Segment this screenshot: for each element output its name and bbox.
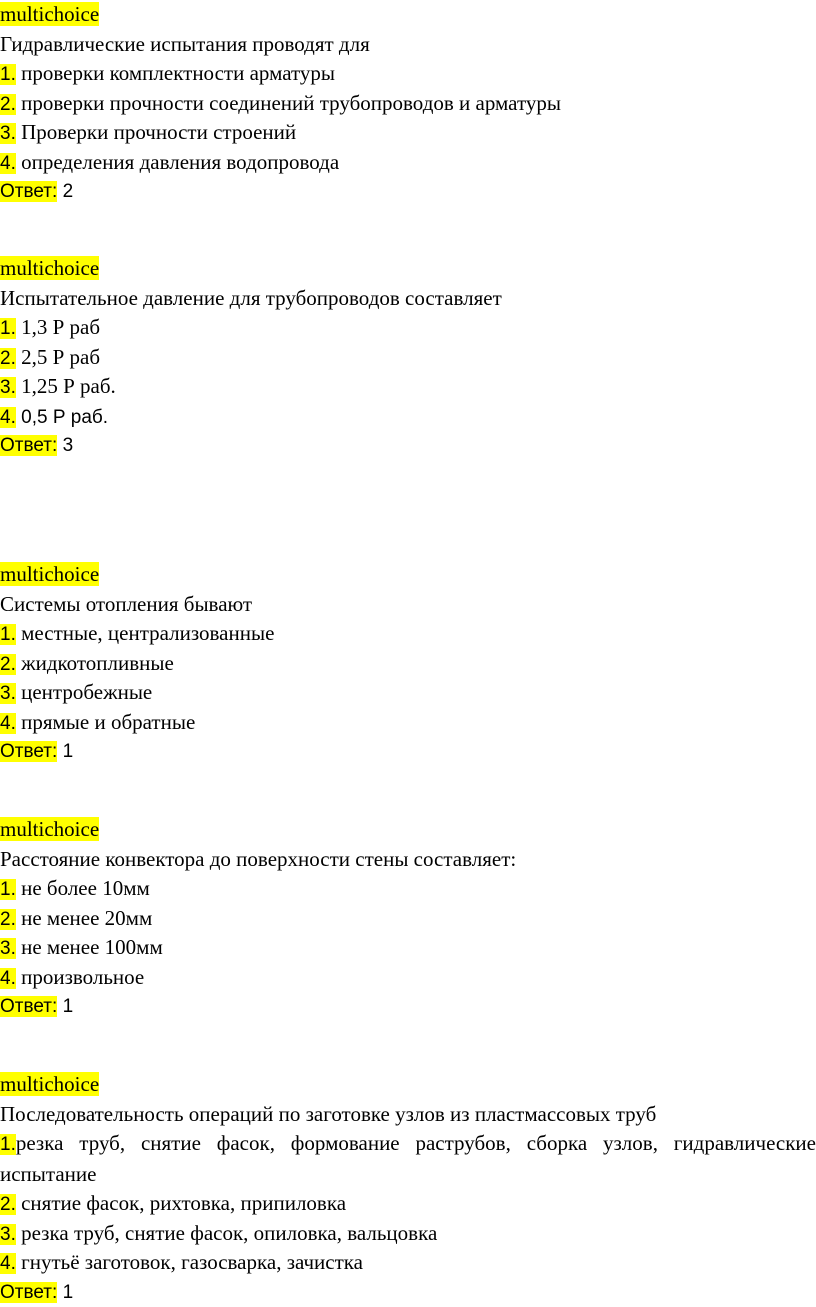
option-text: не менее 100мм: [16, 935, 163, 959]
option-text: Проверки прочности строений: [16, 120, 296, 144]
answer-value: 2: [63, 181, 74, 202]
option-1: [0, 313, 816, 343]
option-number: 3.: [0, 683, 16, 704]
type-tag: multichoice: [0, 256, 99, 280]
option-number: 1.: [0, 879, 16, 900]
answer-line: [0, 737, 816, 767]
type-tag: multichoice: [0, 1072, 99, 1096]
option-number: 1.: [0, 64, 16, 85]
option-2: [0, 1189, 816, 1219]
option-1: [0, 59, 816, 89]
answer-label: Ответ:: [0, 996, 57, 1017]
option-1: [0, 619, 816, 649]
question-text: Гидравлические испытания проводят для: [0, 30, 816, 60]
type-tag: multichoice: [0, 817, 99, 841]
answer-line: [0, 1278, 816, 1307]
option-1: [0, 1129, 816, 1189]
option-1: [0, 874, 816, 904]
option-3: [0, 372, 816, 402]
option-4: [0, 1248, 816, 1278]
question-block-5: [0, 1070, 816, 1307]
question-block-4: [0, 815, 816, 1022]
option-number: 4.: [0, 1253, 16, 1274]
answer-line: [0, 992, 816, 1022]
question-text: Расстояние конвектора до поверхности стены составляет:: [0, 845, 816, 875]
option-number: 4.: [0, 713, 16, 734]
option-4: [0, 148, 816, 178]
option-text: произвольное: [16, 965, 144, 989]
option-text: снятие фасок, рихтовка, припиловка: [16, 1191, 346, 1215]
question-block-3: [0, 560, 816, 767]
answer-line: [0, 431, 816, 461]
option-number: 1.: [0, 318, 16, 339]
answer-value: 1: [63, 741, 74, 762]
option-text: гнутьё заготовок, газосварка, зачистка: [16, 1250, 363, 1274]
option-text: резка труб, снятие фасок, формование раструбов, сборка узлов, гидравлические испытание: [0, 1131, 816, 1186]
option-3: [0, 678, 816, 708]
option-text: местные, централизованные: [16, 621, 275, 645]
question-text: Испытательное давление для трубопроводов составляет: [0, 284, 816, 314]
answer-line: [0, 177, 816, 207]
answer-label: Ответ:: [0, 741, 57, 762]
option-number: 2.: [0, 348, 16, 369]
option-3: [0, 1219, 816, 1249]
answer-value: 1: [63, 996, 74, 1017]
option-number: 3.: [0, 938, 16, 959]
question-block-1: [0, 0, 816, 207]
option-4: [0, 402, 816, 432]
question-text: Системы отопления бывают: [0, 590, 816, 620]
option-text: не менее 20мм: [16, 906, 152, 930]
option-text: 1,3 Р раб: [16, 315, 100, 339]
question-block-2: [0, 254, 816, 461]
option-number: 4.: [0, 407, 16, 428]
option-number: 2.: [0, 1194, 16, 1215]
option-text: определения давления водопровода: [16, 150, 339, 174]
option-2: [0, 904, 816, 934]
option-number: 3.: [0, 1224, 16, 1245]
option-text: 1,25 Р раб.: [16, 374, 116, 398]
type-tag: multichoice: [0, 562, 99, 586]
answer-value: 1: [63, 1282, 74, 1303]
option-2: [0, 649, 816, 679]
answer-label: Ответ:: [0, 1282, 57, 1303]
option-2: [0, 89, 816, 119]
option-2: [0, 343, 816, 373]
option-text: прямые и обратные: [16, 710, 195, 734]
option-3: [0, 933, 816, 963]
question-text: Последовательность операций по заготовке узлов из пластмассовых труб: [0, 1100, 816, 1130]
option-number: 2.: [0, 94, 16, 115]
option-text: проверки прочности соединений трубопроводов и арматуры: [16, 91, 561, 115]
option-number: 1.: [0, 1134, 16, 1155]
option-3: [0, 118, 816, 148]
option-number: 4.: [0, 153, 16, 174]
option-text: не более 10мм: [16, 876, 150, 900]
answer-label: Ответ:: [0, 181, 57, 202]
answer-value: 3: [63, 435, 74, 456]
option-number: 2.: [0, 909, 16, 930]
option-text: проверки комплектности арматуры: [16, 61, 335, 85]
option-text: резка труб, снятие фасок, опиловка, вальцовка: [16, 1221, 437, 1245]
option-4: [0, 708, 816, 738]
option-text: 0,5 Р раб.: [16, 407, 108, 428]
option-4: [0, 963, 816, 993]
option-number: 4.: [0, 968, 16, 989]
option-number: 1.: [0, 624, 16, 645]
option-text: центробежные: [16, 680, 152, 704]
type-tag: multichoice: [0, 2, 99, 26]
option-number: 3.: [0, 377, 16, 398]
option-text: 2,5 Р раб: [16, 345, 100, 369]
option-number: 3.: [0, 123, 16, 144]
option-number: 2.: [0, 654, 16, 675]
answer-label: Ответ:: [0, 435, 57, 456]
option-text: жидкотопливные: [16, 651, 174, 675]
